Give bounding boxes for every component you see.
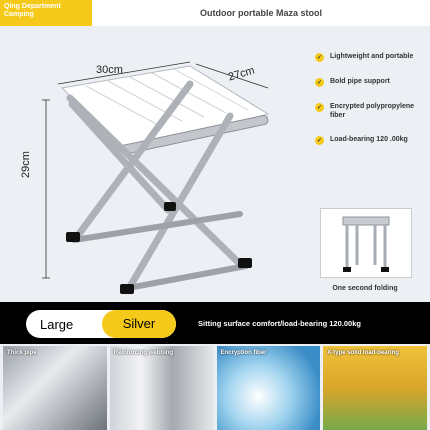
thumb-thick-pipe: Thick pipe: [3, 346, 107, 430]
thumb-webbing: Reinforcing webbing: [110, 346, 214, 430]
check-icon: ✓: [316, 138, 323, 144]
option-silver[interactable]: Silver: [102, 310, 176, 338]
check-icon: ✓: [316, 80, 323, 86]
thumb-fiber: Encryption fiber: [217, 346, 321, 430]
detail-thumbnails: [0, 346, 430, 430]
width-label: 30cm: [96, 64, 123, 76]
brand-label: Qing Department Camping: [0, 0, 92, 26]
header: [92, 0, 430, 26]
check-icon: ✓: [316, 105, 323, 111]
option-large[interactable]: Large: [40, 317, 74, 332]
options-bar: [0, 302, 430, 344]
page-title: Outdoor portable Maza stool: [199, 8, 322, 18]
feature-item: ✓ Lightweight and portable: [316, 53, 414, 61]
option-selector: [26, 310, 176, 338]
stool-image: [0, 26, 310, 302]
feature-list: [315, 52, 425, 160]
folded-stool-image: [320, 208, 412, 278]
feature-item: ✓ Encrypted polypropylene fiber: [316, 103, 415, 119]
depth-label: 27cm: [226, 64, 257, 84]
feature-item: ✓ Load-bearing 120 .00kg: [316, 136, 408, 144]
check-icon: ✓: [316, 55, 323, 61]
feature-item: ✓ Bold pipe support: [316, 78, 390, 86]
height-label: 29cm: [20, 151, 32, 178]
bar-caption: Sitting surface comfort/load-bearing 120.00kg: [198, 319, 361, 328]
thumb-x-type: X-type solid load-bearing: [323, 346, 427, 430]
folded-label: One second folding: [332, 285, 398, 292]
